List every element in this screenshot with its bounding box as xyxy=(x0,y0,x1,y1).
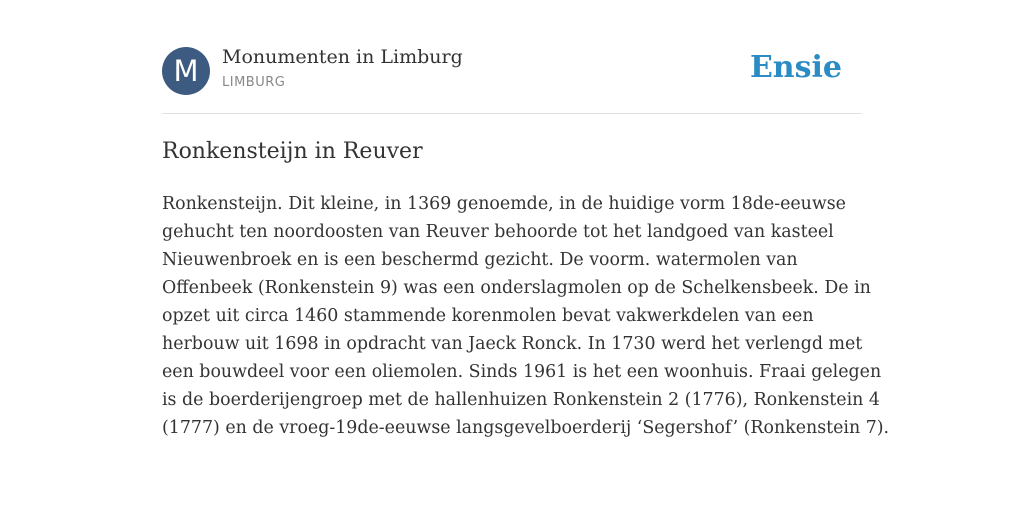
ensie-logo[interactable]: Ensie xyxy=(749,50,842,85)
article-line: is de boerderijengroep met de hallenhuizen Ronkenstein 2 (1776), Ronkenstein 4 xyxy=(162,390,880,410)
article-body xyxy=(162,190,890,442)
article-line: Ronkensteijn. Dit kleine, in 1369 genoemde, in de huidige vorm 18de-eeuwse xyxy=(162,194,846,214)
header xyxy=(162,46,862,96)
article-line: een bouwdeel voor een oliemolen. Sinds 1961 is het een woonhuis. Fraai gelegen xyxy=(162,362,882,382)
header-divider xyxy=(162,113,862,114)
article-line: herbouw uit 1698 in opdracht van Jaeck Ronck. In 1730 werd het verlengd met xyxy=(162,334,863,354)
source-avatar[interactable]: M xyxy=(162,47,210,95)
source-subtitle-link[interactable]: LIMBURG xyxy=(222,75,286,90)
article-line: Offenbeek (Ronkenstein 9) was een onderslagmolen op de Schelkensbeek. De in xyxy=(162,278,871,298)
article-line: Nieuwenbroek en is een beschermd gezicht. De voorm. watermolen van xyxy=(162,250,798,270)
article-line: (1777) en de vroeg-19de-eeuwse langsgevelboerderij ‘Segershof’ (Ronkenstein 7). xyxy=(162,418,890,438)
article-line: opzet uit circa 1460 stammende korenmolen bevat vakwerkdelen van een xyxy=(162,306,814,326)
article-title: Ronkensteijn in Reuver xyxy=(162,139,423,164)
article-line: gehucht ten noordoosten van Reuver behoorde tot het landgoed van kasteel xyxy=(162,222,834,242)
source-title-link[interactable]: Monumenten in Limburg xyxy=(222,46,463,68)
